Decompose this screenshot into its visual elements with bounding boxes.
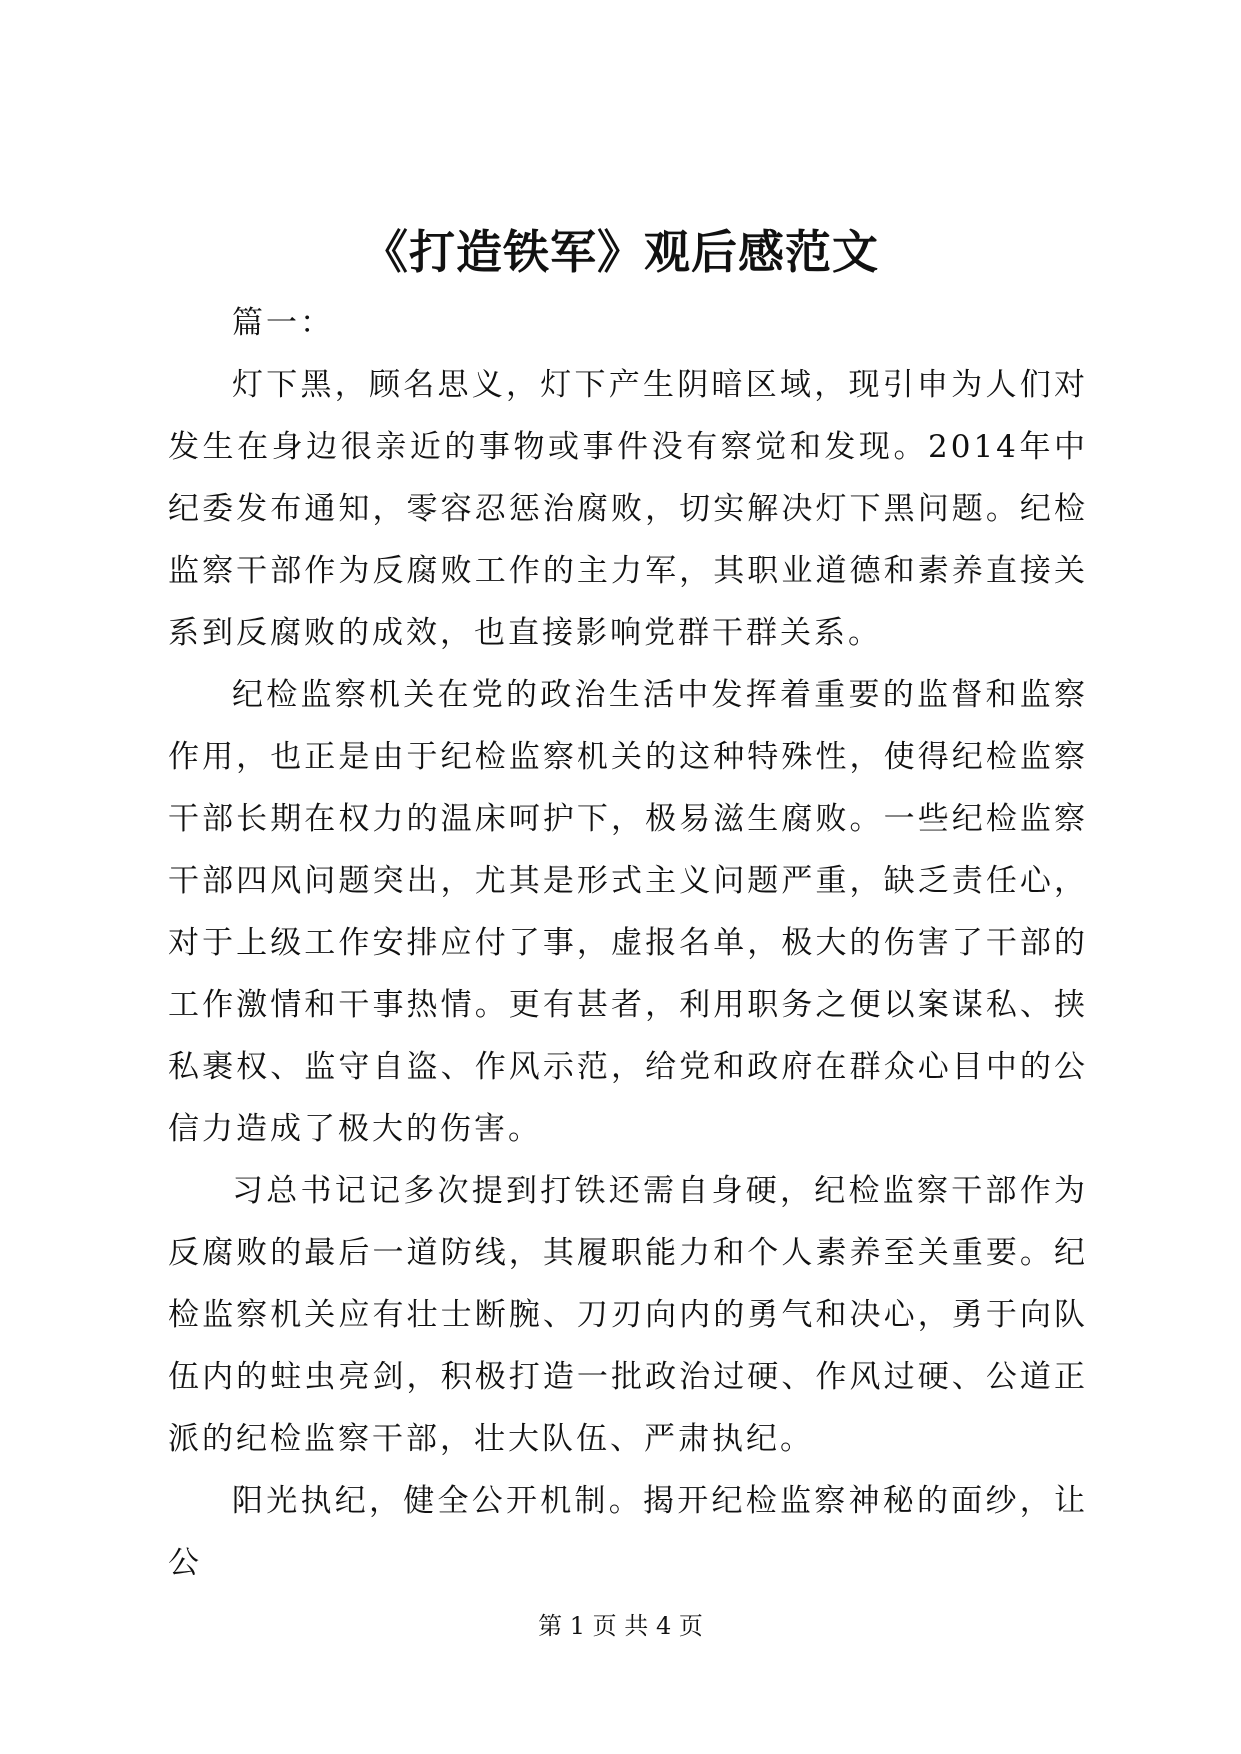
paragraph-4: 阳光执纪，健全公开机制。揭开纪检监察神秘的面纱，让公 [168, 1483, 1088, 1581]
document-title: 《打造铁军》观后感范文 [362, 225, 879, 279]
page-footer: 第 1 页 共 4 页 [538, 1612, 703, 1640]
paragraph-2: 纪检监察机关在党的政治生活中发挥着重要的监督和监察作用，也正是由于纪检监察机关的这种特殊性，使得纪检监察干部长期在权力的温床呵护下，极易滋生腐败。一些纪检监察干部四风问题突出，尤其是形式主义问题严重，缺乏责任心，对于上级工作安排应付了事，虚报名单，极大的伤害了干部的工作激情和干事热情。更有甚者，利用职务之便以案谋私、挟私裹权、监守自盗、作风示范，给党和政府在群众心目中的公信力造成了极大的伤害。 [168, 677, 1088, 1147]
paragraph-1: 灯下黑，顾名思义，灯下产生阴暗区域，现引申为人们对发生在身边很亲近的事物或事件没有察觉和发现。2014年中纪委发布通知，零容忍惩治腐败，切实解决灯下黑问题。纪检监察干部作为反腐败工作的主力军，其职业道德和素养直接关系到反腐败的成效，也直接影响党群干群关系。 [168, 367, 1088, 651]
document-body [168, 292, 1088, 1594]
section-label: 篇一： [232, 305, 334, 341]
paragraph-3: 习总书记记多次提到打铁还需自身硬，纪检监察干部作为反腐败的最后一道防线，其履职能力和个人素养至关重要。纪检监察机关应有壮士断腕、刀刃向内的勇气和决心，勇于向队伍内的蛀虫亮剑，积极打造一批政治过硬、作风过硬、公道正派的纪检监察干部，壮大队伍、严肃执纪。 [168, 1173, 1088, 1457]
